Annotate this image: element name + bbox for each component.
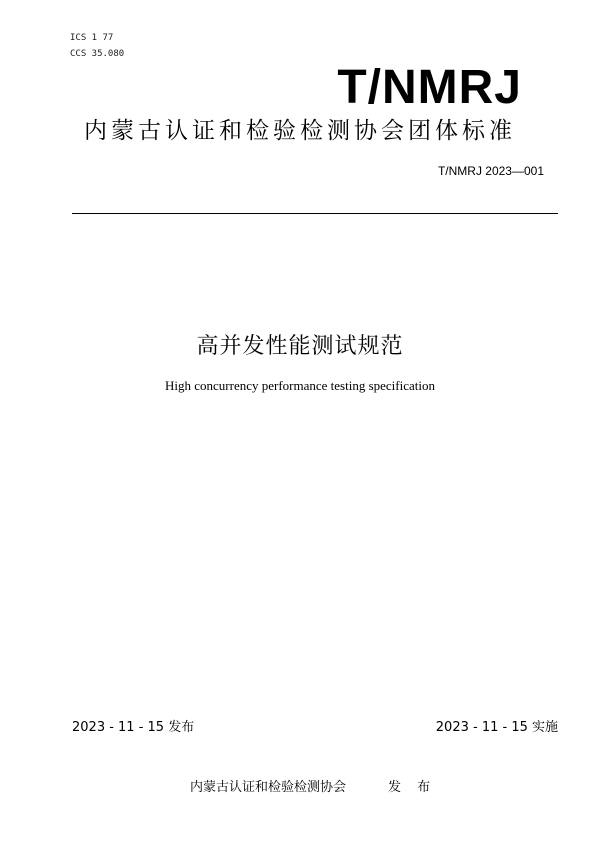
standard-brand: T/NMRJ bbox=[337, 61, 522, 114]
publish-label: 发 布 bbox=[388, 780, 437, 795]
standard-number: T/NMRJ 2023—001 bbox=[437, 164, 544, 178]
document-title-en: High concurrency performance testing specification bbox=[165, 378, 435, 393]
classification-codes bbox=[70, 30, 124, 62]
document-title-cn: 高并发性能测试规范 bbox=[196, 334, 404, 359]
ccs-code: CCS 35.080 bbox=[70, 49, 125, 59]
organization-title: 内蒙古认证和检验检测协会团体标准 bbox=[84, 118, 516, 144]
implement-date: 2023 - 11 - 15 实施 bbox=[435, 720, 558, 735]
publisher-name: 内蒙古认证和检验检测协会 bbox=[190, 780, 347, 795]
ics-code: ICS 1 77 bbox=[70, 33, 114, 43]
publish-date: 2023 - 11 - 15 发布 bbox=[72, 720, 195, 735]
header-divider bbox=[72, 213, 558, 214]
